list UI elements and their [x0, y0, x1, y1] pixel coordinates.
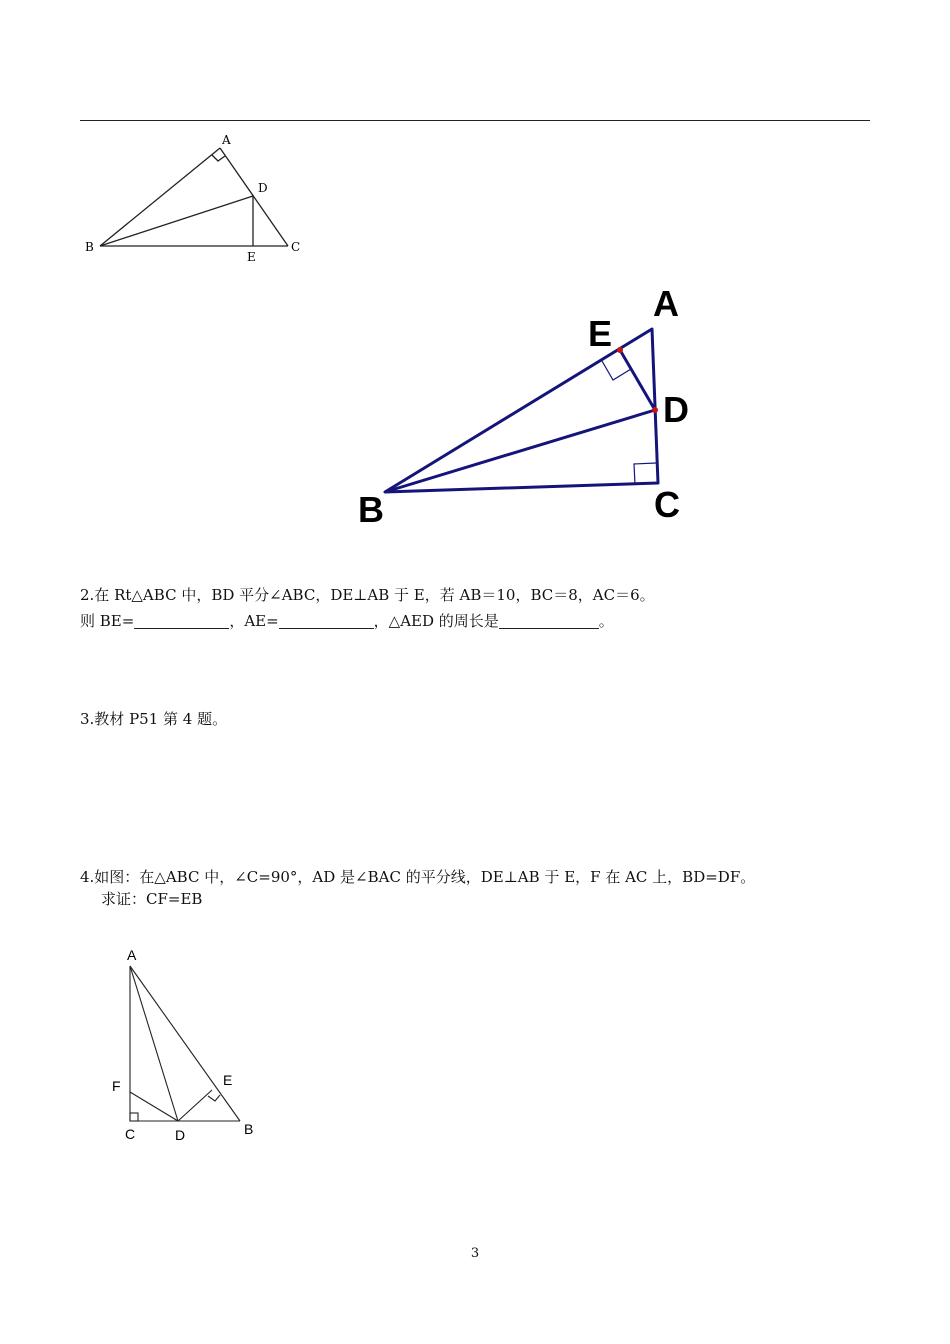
- fig1-label-d: D: [258, 181, 268, 195]
- fig3-label-d: D: [175, 1127, 186, 1143]
- fig3-label-e: E: [223, 1072, 233, 1088]
- q2-mid2: ，△AED 的周长是: [373, 612, 499, 630]
- point-e-marker: [617, 347, 623, 353]
- fig2-label-d: D: [663, 389, 689, 430]
- top-divider-line: [80, 120, 870, 121]
- ae-answer-blank[interactable]: [279, 612, 374, 629]
- fig2-label-a: A: [653, 283, 679, 324]
- q2-suffix: 。: [598, 612, 614, 630]
- fig2-label-b: B: [358, 489, 384, 530]
- fig3-label-b: B: [244, 1121, 254, 1137]
- q2-mid1: ，AE=: [229, 612, 279, 630]
- q2-prefix: 则 BE=: [80, 612, 135, 630]
- perimeter-answer-blank[interactable]: [499, 612, 599, 629]
- fig1-label-c: C: [291, 240, 301, 254]
- page-number: 3: [470, 1246, 480, 1261]
- question-4-line1: 4.如图：在△ABC 中，∠C=90°，AD 是∠BAC 的平分线，DE⊥AB 于 E，F 在 AC 上，BD=DF。: [80, 868, 756, 886]
- fig1-label-b: B: [85, 240, 94, 254]
- question-2-line2: [80, 608, 655, 634]
- question-4-line2: 求证：CF=EB: [101, 890, 203, 908]
- fig1-label-e: E: [247, 250, 256, 264]
- question-4: [80, 866, 755, 910]
- fig3-label-a: A: [127, 947, 137, 963]
- fig3-label-f: F: [112, 1078, 121, 1094]
- question-2-line1: 2.在 Rt△ABC 中，BD 平分∠ABC，DE⊥AB 于 E，若 AB＝10，BC＝8，AC＝6。: [80, 586, 655, 604]
- figure-1-triangle: [80, 128, 310, 268]
- question-2: [80, 582, 655, 634]
- question-3-text: 3.教材 P51 第 4 题。: [80, 710, 228, 728]
- fig3-label-c: C: [125, 1126, 136, 1142]
- question-3: [80, 706, 227, 732]
- figure-3-triangle: [105, 940, 275, 1150]
- fig2-label-c: C: [654, 484, 680, 525]
- figure-2-triangle: [340, 270, 720, 540]
- point-d-marker: [652, 407, 658, 413]
- be-answer-blank[interactable]: [134, 612, 229, 629]
- fig1-label-a: A: [222, 133, 231, 147]
- fig2-label-e: E: [588, 313, 613, 354]
